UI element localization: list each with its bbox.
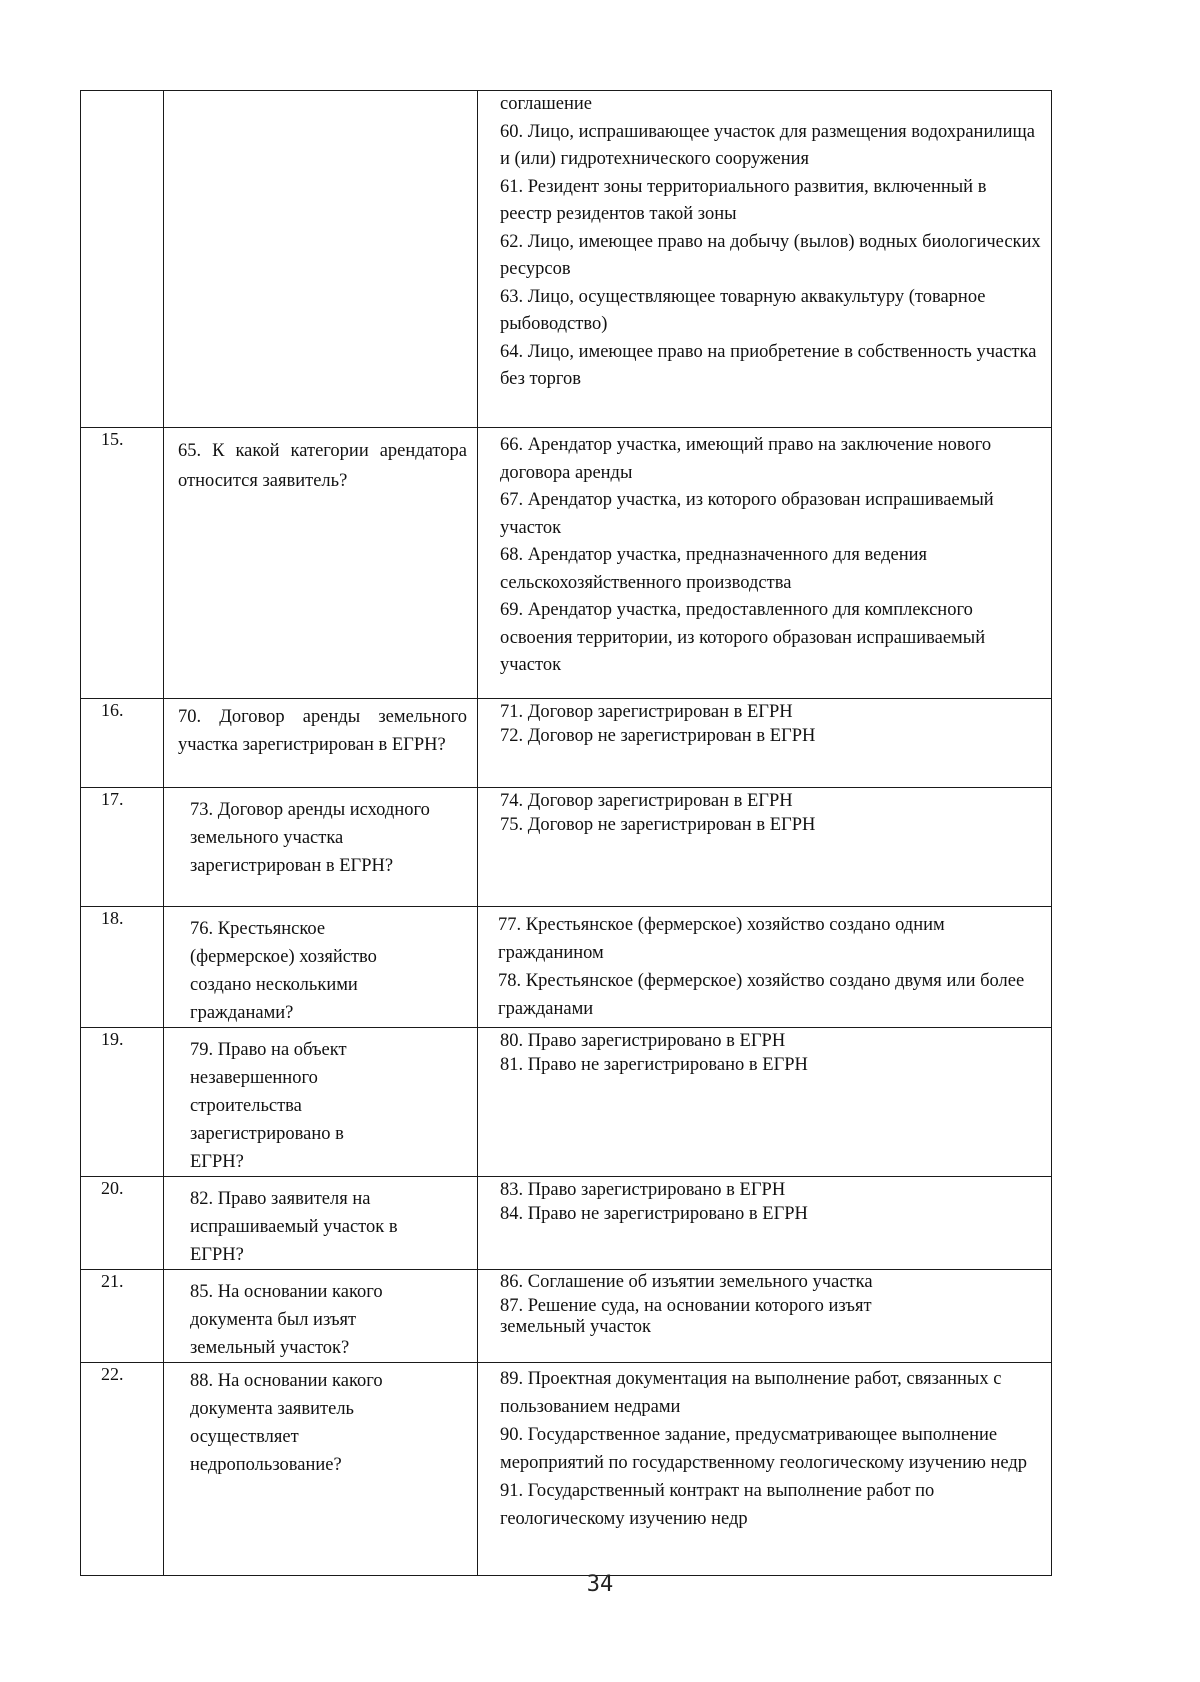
answer-option: 90. Государственное задание, предусматривающее выполнение мероприятий по государственному геологическому изучению недр bbox=[500, 1425, 1028, 1473]
answer-option: 83. Право зарегистрировано в ЕГРН bbox=[500, 1180, 786, 1200]
answer-option: 84. Право не зарегистрировано в ЕГРН bbox=[500, 1204, 808, 1224]
question-text: 79. Право на объект незавершенного строительства зарегистрировано в ЕГРН? bbox=[190, 1040, 347, 1172]
question-text: 73. Договор аренды исходного земельного участка зарегистрирован в ЕГРН? bbox=[190, 800, 430, 876]
answer-option: 63. Лицо, осуществляющее товарную аквакультуру (товарное рыбоводство) bbox=[500, 286, 986, 334]
question-text: 82. Право заявителя на испрашиваемый участок в ЕГРН? bbox=[190, 1189, 398, 1265]
row-number-cell bbox=[81, 91, 164, 428]
row-number-cell: 22. bbox=[81, 1363, 164, 1576]
answer-option: 78. Крестьянское (фермерское) хозяйство создано двумя или более гражданами bbox=[498, 971, 1025, 1019]
table-row bbox=[81, 907, 1052, 1028]
answers-cell bbox=[478, 1028, 1052, 1177]
table-row bbox=[81, 91, 1052, 428]
row-number-cell: 17. bbox=[81, 788, 164, 907]
row-number-cell: 15. bbox=[81, 428, 164, 699]
question-cell bbox=[164, 1177, 478, 1270]
answer-option: 86. Соглашение об изъятии земельного участка bbox=[500, 1272, 873, 1292]
answer-option: 67. Арендатор участка, из которого образован испрашиваемый участок bbox=[500, 490, 994, 538]
answer-option: 77. Крестьянское (фермерское) хозяйство создано одним гражданином bbox=[498, 915, 945, 963]
answer-option: 80. Право зарегистрировано в ЕГРН bbox=[500, 1031, 786, 1051]
answer-option: 89. Проектная документация на выполнение работ, связанных с пользованием недрами bbox=[500, 1369, 1002, 1417]
question-text: 70. Договор аренды земельного участка зарегистрирован в ЕГРН? bbox=[178, 707, 467, 755]
row-number-cell: 19. bbox=[81, 1028, 164, 1177]
table-row bbox=[81, 428, 1052, 699]
answer-option: 81. Право не зарегистрировано в ЕГРН bbox=[500, 1055, 808, 1075]
row-number-cell: 20. bbox=[81, 1177, 164, 1270]
answer-option: 71. Договор зарегистрирован в ЕГРН bbox=[500, 702, 793, 722]
question-cell bbox=[164, 1028, 478, 1177]
answer-option: 62. Лицо, имеющее право на добычу (вылов) водных биологических ресурсов bbox=[500, 231, 1041, 279]
answers-cell bbox=[478, 699, 1052, 788]
question-cell bbox=[164, 428, 478, 699]
table-row bbox=[81, 788, 1052, 907]
answers-cell bbox=[478, 907, 1052, 1028]
table-row bbox=[81, 1363, 1052, 1576]
answer-option: 91. Государственный контракт на выполнение работ по геологическому изучению недр bbox=[500, 1481, 935, 1529]
question-cell bbox=[164, 1270, 478, 1363]
question-cell bbox=[164, 907, 478, 1028]
question-text: 85. На основании какого документа был изъят земельный участок? bbox=[190, 1282, 383, 1358]
answer-option: 61. Резидент зоны территориального развития, включенный в реестр резидентов такой зоны bbox=[500, 176, 987, 224]
row-number-cell: 21. bbox=[81, 1270, 164, 1363]
answers-cell bbox=[478, 428, 1052, 699]
answers-cell bbox=[478, 788, 1052, 907]
row-number-cell: 18. bbox=[81, 907, 164, 1028]
answers-cell bbox=[478, 91, 1052, 428]
table-row bbox=[81, 1177, 1052, 1270]
question-cell bbox=[164, 1363, 478, 1576]
answers-cell bbox=[478, 1177, 1052, 1270]
table-row bbox=[81, 1270, 1052, 1363]
answer-option: 68. Арендатор участка, предназначенного для ведения сельскохозяйственного производства bbox=[500, 545, 928, 593]
answer-option: 72. Договор не зарегистрирован в ЕГРН bbox=[500, 726, 816, 746]
survey-table bbox=[80, 90, 1052, 1576]
answer-option: 69. Арендатор участка, предоставленного для комплексного освоения территории, из которого образован испрашиваемый участок bbox=[500, 600, 986, 675]
answers-cell bbox=[478, 1270, 1052, 1363]
page-number: 34 bbox=[586, 1572, 614, 1597]
answer-option: 60. Лицо, испрашивающее участок для размещения водохранилища и (или) гидротехнического сооружения bbox=[500, 121, 1035, 169]
answer-option: 74. Договор зарегистрирован в ЕГРН bbox=[500, 791, 793, 811]
answer-option: соглашение bbox=[500, 94, 593, 114]
question-cell bbox=[164, 91, 478, 428]
answer-option: 87. Решение суда, на основании которого изъят земельный участок bbox=[500, 1296, 872, 1337]
table-row bbox=[81, 699, 1052, 788]
question-cell bbox=[164, 699, 478, 788]
answers-cell bbox=[478, 1363, 1052, 1576]
answer-option: 66. Арендатор участка, имеющий право на заключение нового договора аренды bbox=[500, 435, 992, 483]
question-text: 65. К какой категории арендатора относится заявитель? bbox=[178, 441, 467, 491]
question-text: 88. На основании какого документа заявитель осуществляет недропользование? bbox=[190, 1371, 383, 1475]
question-text: 76. Крестьянское (фермерское) хозяйство создано несколькими гражданами? bbox=[190, 919, 377, 1023]
row-number-cell: 16. bbox=[81, 699, 164, 788]
table-row bbox=[81, 1028, 1052, 1177]
answer-option: 64. Лицо, имеющее право на приобретение в собственность участка без торгов bbox=[500, 341, 1037, 389]
question-cell bbox=[164, 788, 478, 907]
answer-option: 75. Договор не зарегистрирован в ЕГРН bbox=[500, 815, 816, 835]
